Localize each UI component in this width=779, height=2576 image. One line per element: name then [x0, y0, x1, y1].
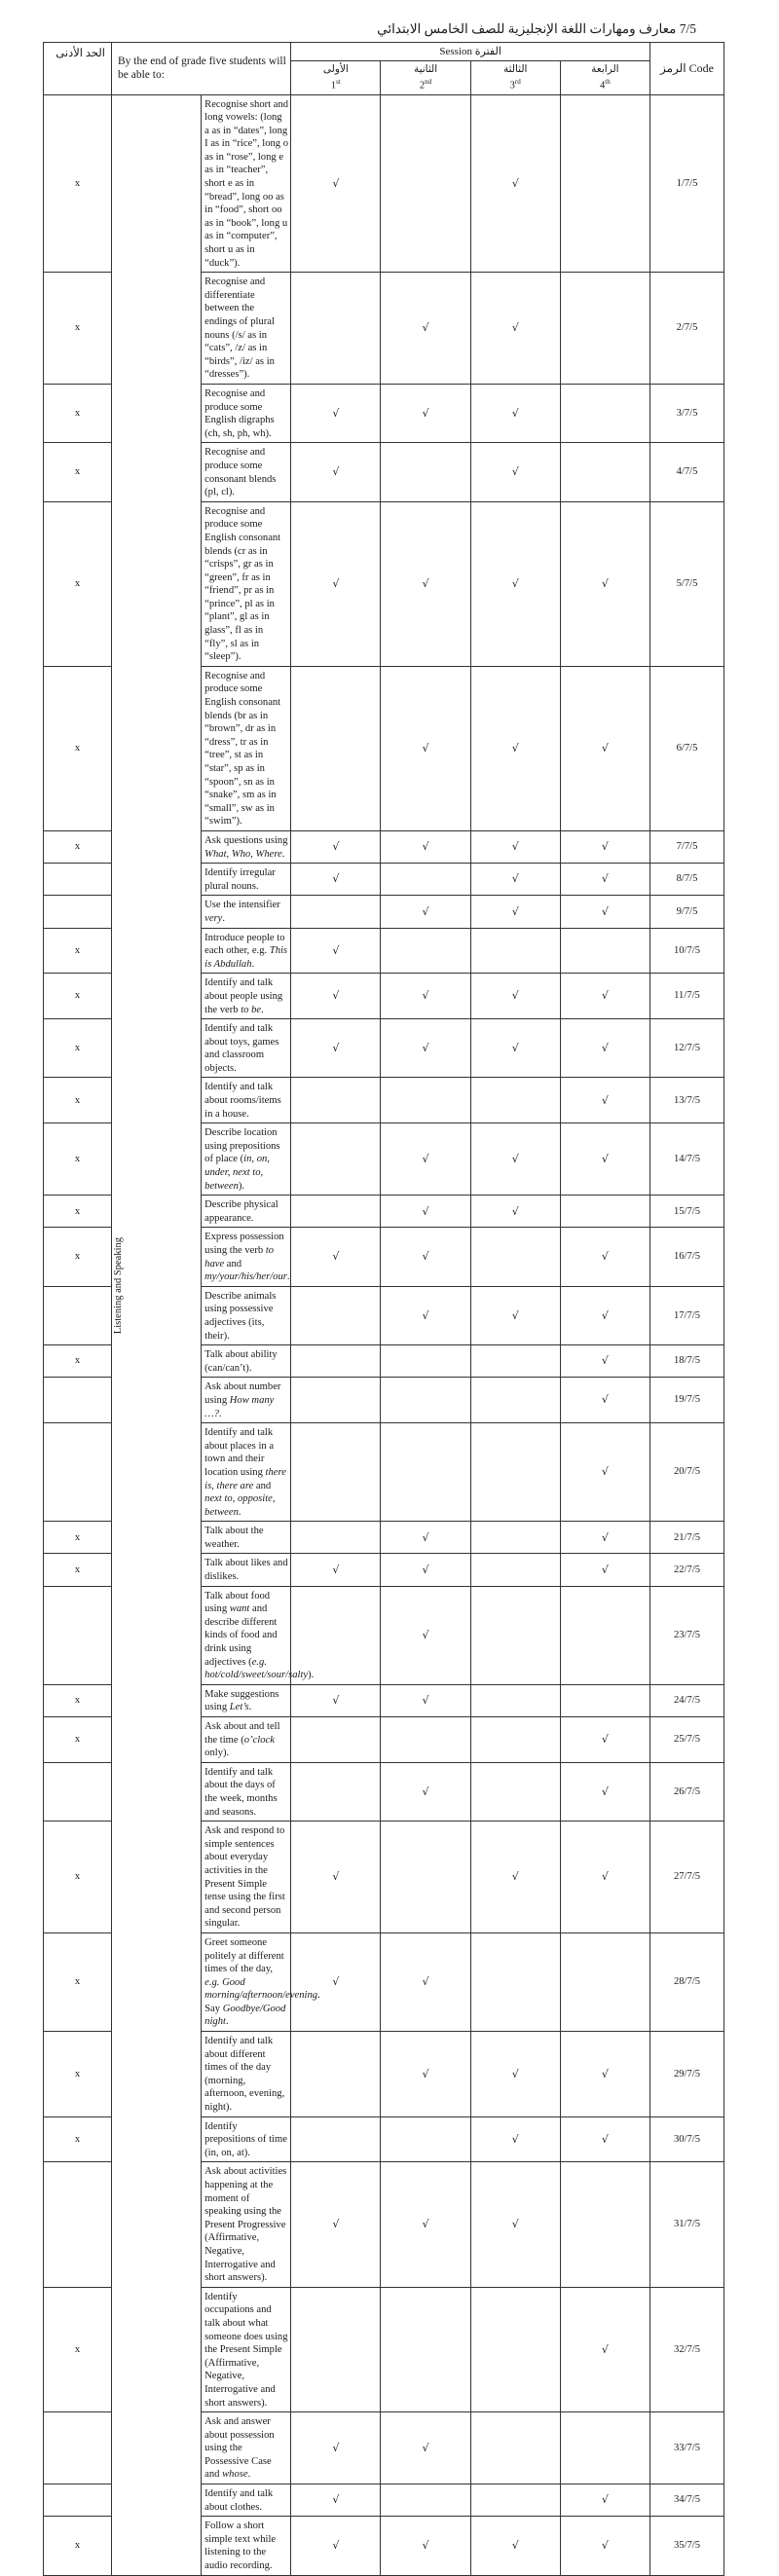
session-check-1: √ [291, 1932, 381, 2031]
min-marker: x [44, 273, 112, 385]
session-check-4: √ [560, 1378, 649, 1423]
min-marker: x [44, 2517, 112, 2575]
session-check-4: √ [560, 974, 649, 1019]
session-check-1 [291, 2116, 381, 2162]
objective-text: Recognise and produce some English consonant blends (br as in “brown”, dr as in “dress”, tr as in “tree”, st as in “star”, sp as in “spoon”, sn as in “snake”, sm as in “small”, sw as in “swim”). [202, 666, 291, 830]
session-check-2 [381, 2287, 470, 2411]
objective-code: 19/7/5 [650, 1378, 724, 1423]
objective-code: 8/7/5 [650, 864, 724, 896]
session-col-1 [291, 61, 381, 95]
objective-text: Ask about and tell the time (o’clock only). [202, 1717, 291, 1763]
objective-code: 28/7/5 [650, 1932, 724, 2031]
min-marker: x [44, 1078, 112, 1123]
session-check-3 [470, 1423, 560, 1522]
objective-code: 7/7/5 [650, 830, 724, 863]
session-check-1 [291, 1522, 381, 1554]
session-check-1: √ [291, 501, 381, 666]
page-header: 7/5 معارف ومهارات اللغة الإنجليزية للصف الخامس الابتدائي [377, 21, 696, 36]
session-check-4 [560, 443, 649, 501]
code-column-header: الرمز Code [650, 43, 724, 95]
session-check-1 [291, 1717, 381, 1763]
min-marker: x [44, 2116, 112, 2162]
objective-code: 26/7/5 [650, 1762, 724, 1821]
objective-text: Talk about food using want and describe different kinds of food and drink using adjectives (e.g. hot/cold/sweet/sour/salty). [202, 1586, 291, 1684]
session-check-3 [470, 2287, 560, 2411]
objective-code: 30/7/5 [650, 2116, 724, 2162]
objective-text: Ask questions using What, Who, Where. [202, 830, 291, 863]
min-marker [44, 1762, 112, 1821]
session-check-4: √ [560, 1286, 649, 1344]
session-check-4: √ [560, 2287, 649, 2411]
session-check-2 [381, 2484, 470, 2517]
session-check-2: √ [381, 2412, 470, 2484]
objective-text: Recognise and produce some English digraphs (ch, sh, ph, wh). [202, 384, 291, 442]
min-marker: x [44, 1345, 112, 1378]
session-check-3: √ [470, 1822, 560, 1933]
session-check-3: √ [470, 666, 560, 830]
objective-code: 9/7/5 [650, 896, 724, 928]
session-check-1 [291, 1078, 381, 1123]
min-marker: x [44, 1228, 112, 1286]
session-check-1: √ [291, 1822, 381, 1933]
session-check-1 [291, 273, 381, 385]
session-check-4 [560, 384, 649, 442]
session-check-4: √ [560, 1078, 649, 1123]
session-check-1 [291, 1286, 381, 1344]
session-check-3 [470, 1078, 560, 1123]
objective-code: 16/7/5 [650, 1228, 724, 1286]
min-marker: x [44, 1822, 112, 1933]
session-check-4: √ [560, 1423, 649, 1522]
objective-code: 1/7/5 [650, 94, 724, 273]
session-col-4 [560, 61, 649, 95]
session-check-2: √ [381, 1286, 470, 1344]
session-col-3 [470, 61, 560, 95]
session-check-1 [291, 1123, 381, 1196]
skill-side-text: Listening and Speaking [113, 1237, 124, 1335]
session-check-4 [560, 1196, 649, 1228]
session-check-4: √ [560, 501, 649, 666]
session-check-3: √ [470, 443, 560, 501]
session-check-1: √ [291, 2412, 381, 2484]
session-col-ar: الأولى [322, 64, 349, 75]
session-check-2: √ [381, 1228, 470, 1286]
session-check-4 [560, 928, 649, 974]
session-check-2: √ [381, 1586, 470, 1684]
session-check-2 [381, 864, 470, 896]
min-marker: x [44, 384, 112, 442]
session-col-ar: الثانية [413, 64, 438, 75]
min-marker [44, 1286, 112, 1344]
objectives-table [43, 42, 724, 2576]
objective-text: Talk about ability (can/can’t). [202, 1345, 291, 1378]
min-marker: x [44, 94, 112, 273]
objective-code: 24/7/5 [650, 1684, 724, 1716]
objective-code: 14/7/5 [650, 1123, 724, 1196]
objective-code: 25/7/5 [650, 1717, 724, 1763]
session-check-2: √ [381, 1762, 470, 1821]
session-check-3 [470, 1586, 560, 1684]
session-col-en: 4th [600, 78, 611, 92]
objective-text: Talk about the weather. [202, 1522, 291, 1554]
objective-text: Identify and talk about different times of the day (morning, afternoon, evening, night). [202, 2032, 291, 2117]
objective-text: Recognise and produce some consonant blends (pl, cl). [202, 443, 291, 501]
session-check-2: √ [381, 1684, 470, 1716]
min-marker: x [44, 1554, 112, 1586]
session-check-1: √ [291, 864, 381, 896]
session-check-4 [560, 2162, 649, 2287]
objective-text: Introduce people to each other, e.g. This is Abdullah. [202, 928, 291, 974]
session-check-3: √ [470, 2517, 560, 2575]
session-check-3: √ [470, 830, 560, 863]
objective-code: 18/7/5 [650, 1345, 724, 1378]
session-check-2: √ [381, 1123, 470, 1196]
session-check-1 [291, 1378, 381, 1423]
min-marker: x [44, 1684, 112, 1716]
session-check-4 [560, 94, 649, 273]
min-marker: x [44, 1196, 112, 1228]
objective-text: Talk about likes and dislikes. [202, 1554, 291, 1586]
session-check-1 [291, 666, 381, 830]
session-check-4 [560, 1684, 649, 1716]
objective-code: 17/7/5 [650, 1286, 724, 1344]
session-check-2: √ [381, 830, 470, 863]
session-check-4: √ [560, 830, 649, 863]
session-check-2: √ [381, 1019, 470, 1078]
session-col-en: 2nd [419, 78, 432, 92]
session-col-en: 3rd [509, 78, 521, 92]
session-check-3 [470, 1684, 560, 1716]
session-check-4: √ [560, 2517, 649, 2575]
session-header: Session الفترة [291, 43, 650, 61]
objective-code: 23/7/5 [650, 1586, 724, 1684]
session-check-3: √ [470, 896, 560, 928]
objective-text: Ask and respond to simple sentences about everyday activities in the Present Simple tense using the first and second person singular. [202, 1822, 291, 1933]
min-marker [44, 2484, 112, 2517]
objective-code: 5/7/5 [650, 501, 724, 666]
objective-code: 2/7/5 [650, 273, 724, 385]
session-check-3: √ [470, 1123, 560, 1196]
session-check-1: √ [291, 443, 381, 501]
session-check-1: √ [291, 928, 381, 974]
session-check-2 [381, 94, 470, 273]
session-check-4: √ [560, 1228, 649, 1286]
session-check-2: √ [381, 974, 470, 1019]
objective-text: Describe location using prepositions of place (in, on, under, next to, between). [202, 1123, 291, 1196]
min-marker: x [44, 830, 112, 863]
objective-text: Make suggestions using Let’s. [202, 1684, 291, 1716]
session-check-2 [381, 1378, 470, 1423]
session-check-3: √ [470, 501, 560, 666]
session-check-3 [470, 1932, 560, 2031]
session-col-en: 1st [330, 78, 341, 92]
objective-code: 6/7/5 [650, 666, 724, 830]
session-check-1 [291, 1762, 381, 1821]
objective-code: 31/7/5 [650, 2162, 724, 2287]
session-check-3: √ [470, 1196, 560, 1228]
session-check-1 [291, 1196, 381, 1228]
session-check-1: √ [291, 1684, 381, 1716]
session-check-4: √ [560, 1762, 649, 1821]
session-check-1: √ [291, 974, 381, 1019]
objectives-body [44, 94, 724, 2575]
session-col-2 [381, 61, 470, 95]
session-check-1: √ [291, 1228, 381, 1286]
min-marker: x [44, 1123, 112, 1196]
session-check-1: √ [291, 94, 381, 273]
objective-text: Express possession using the verb to have and my/your/his/her/our. [202, 1228, 291, 1286]
session-check-2 [381, 1423, 470, 1522]
objective-code: 12/7/5 [650, 1019, 724, 1078]
session-check-2: √ [381, 1554, 470, 1586]
objective-text: Greet someone politely at different times of the day, e.g. Good morning/afternoon/evening. Say Goodbye/Good night. [202, 1932, 291, 2031]
objective-text: Identify irregular plural nouns. [202, 864, 291, 896]
objective-code: 33/7/5 [650, 2412, 724, 2484]
session-check-2: √ [381, 666, 470, 830]
session-check-2 [381, 1717, 470, 1763]
objective-code: 35/7/5 [650, 2517, 724, 2575]
session-check-2: √ [381, 273, 470, 385]
objective-code: 11/7/5 [650, 974, 724, 1019]
session-check-3: √ [470, 2116, 560, 2162]
objective-code: 22/7/5 [650, 1554, 724, 1586]
session-check-4: √ [560, 1522, 649, 1554]
session-check-4: √ [560, 864, 649, 896]
session-check-2: √ [381, 1932, 470, 2031]
session-check-1: √ [291, 1554, 381, 1586]
min-marker: x [44, 974, 112, 1019]
objective-text: Recognise and produce some English consonant blends (cr as in “crisps”, gr as in “green”, fr as in “friend”, pr as in “prince”, pl as in “plant”, gl as in glass”, fl as in “fly”, sl as in “sleep”). [202, 501, 291, 666]
session-check-3 [470, 1717, 560, 1763]
session-check-3 [470, 1228, 560, 1286]
objective-code: 29/7/5 [650, 2032, 724, 2117]
session-col-ar: الثالثة [502, 64, 528, 75]
objectives-column-header: By the end of grade five students will be able to: [112, 43, 291, 95]
objective-text: Ask about activities happening at the moment of speaking using the Present Progressive (Affirmative, Negative, Interrogative and short answers). [202, 2162, 291, 2287]
min-marker: x [44, 443, 112, 501]
min-marker: x [44, 501, 112, 666]
session-check-4: √ [560, 896, 649, 928]
min-marker: x [44, 1932, 112, 2031]
session-check-4: √ [560, 1345, 649, 1378]
session-check-1 [291, 1345, 381, 1378]
session-check-3 [470, 1345, 560, 1378]
min-marker [44, 1423, 112, 1522]
session-check-1: √ [291, 830, 381, 863]
session-check-3 [470, 1378, 560, 1423]
skill-side-label [112, 94, 202, 2575]
session-check-1: √ [291, 2517, 381, 2575]
session-check-2: √ [381, 896, 470, 928]
objective-text: Ask and answer about possession using the Possessive Case and whose. [202, 2412, 291, 2484]
session-check-3: √ [470, 1019, 560, 1078]
session-check-3: √ [470, 1286, 560, 1344]
min-marker [44, 896, 112, 928]
session-check-2: √ [381, 2517, 470, 2575]
session-check-4: √ [560, 1554, 649, 1586]
min-marker: x [44, 1019, 112, 1078]
session-check-4 [560, 1586, 649, 1684]
session-check-4: √ [560, 2032, 649, 2117]
objective-text: Recognise short and long vowels: (long a as in “dates”, long I as in “rice”, long o as in “rose”, long e as in “teacher”, short e as in “bread”, long oo as in “food”, short oo as in “book”, long u as in “computer”, short u as in “duck”). [202, 94, 291, 273]
objective-text: Identify and talk about rooms/items in a house. [202, 1078, 291, 1123]
objective-code: 4/7/5 [650, 443, 724, 501]
objective-code: 13/7/5 [650, 1078, 724, 1123]
objective-text: Describe animals using possessive adjectives (its, their). [202, 1286, 291, 1344]
table-row [44, 94, 724, 273]
session-check-4: √ [560, 2484, 649, 2517]
session-check-2: √ [381, 2032, 470, 2117]
session-check-3: √ [470, 2032, 560, 2117]
objective-text: Identify prepositions of time (in, on, at). [202, 2116, 291, 2162]
min-marker: x [44, 2032, 112, 2117]
session-check-4: √ [560, 2116, 649, 2162]
objective-code: 10/7/5 [650, 928, 724, 974]
objective-code: 15/7/5 [650, 1196, 724, 1228]
objective-text: Identify and talk about toys, games and classroom objects. [202, 1019, 291, 1078]
objective-text: Identify and talk about places in a town and their location using there is, there are and next to, opposite, between. [202, 1423, 291, 1522]
min-marker [44, 2412, 112, 2484]
session-check-1: √ [291, 2484, 381, 2517]
session-check-2: √ [381, 501, 470, 666]
session-check-3 [470, 1522, 560, 1554]
session-check-4 [560, 273, 649, 385]
session-check-4: √ [560, 1123, 649, 1196]
session-check-4: √ [560, 1822, 649, 1933]
session-check-2 [381, 443, 470, 501]
session-check-1: √ [291, 1019, 381, 1078]
objective-code: 20/7/5 [650, 1423, 724, 1522]
objective-text: Identify and talk about clothes. [202, 2484, 291, 2517]
min-marker [44, 1586, 112, 1684]
session-check-3 [470, 1554, 560, 1586]
session-check-4 [560, 2412, 649, 2484]
min-marker: x [44, 666, 112, 830]
min-marker [44, 2162, 112, 2287]
objective-code: 27/7/5 [650, 1822, 724, 1933]
session-check-1: √ [291, 384, 381, 442]
session-check-3 [470, 1762, 560, 1821]
session-check-2 [381, 1345, 470, 1378]
session-check-4: √ [560, 666, 649, 830]
session-check-3: √ [470, 273, 560, 385]
session-check-3: √ [470, 2162, 560, 2287]
objective-text: Identify occupations and talk about what someone does using the Present Simple (Affirmative, Negative, Interrogative and short answers). [202, 2287, 291, 2411]
session-check-2 [381, 1822, 470, 1933]
session-check-4 [560, 1932, 649, 2031]
objective-text: Recognise and differentiate between the endings of plural nouns (/s/ as in “cats”, /z/ as in “birds”, /iz/ as in “dresses”). [202, 273, 291, 385]
session-check-3: √ [470, 94, 560, 273]
session-check-1 [291, 2287, 381, 2411]
session-check-1 [291, 1423, 381, 1522]
session-check-2: √ [381, 1196, 470, 1228]
session-check-2: √ [381, 2162, 470, 2287]
session-check-1 [291, 896, 381, 928]
session-check-2: √ [381, 1522, 470, 1554]
objective-code: 3/7/5 [650, 384, 724, 442]
session-check-3 [470, 2412, 560, 2484]
table-header-row [44, 43, 724, 61]
min-marker: x [44, 2287, 112, 2411]
min-marker [44, 1378, 112, 1423]
min-marker: x [44, 928, 112, 974]
session-check-2 [381, 2116, 470, 2162]
session-check-3: √ [470, 864, 560, 896]
session-check-1 [291, 2032, 381, 2117]
session-col-ar: الرابعة [591, 64, 619, 75]
objective-text: Use the intensifier very. [202, 896, 291, 928]
objective-code: 21/7/5 [650, 1522, 724, 1554]
objective-text: Describe physical appearance. [202, 1196, 291, 1228]
objective-code: 34/7/5 [650, 2484, 724, 2517]
objective-text: Identify and talk about people using the verb to be. [202, 974, 291, 1019]
session-check-3: √ [470, 384, 560, 442]
objective-text: Follow a short simple text while listening to the audio recording. [202, 2517, 291, 2575]
min-marker [44, 864, 112, 896]
session-check-1: √ [291, 2162, 381, 2287]
session-check-3 [470, 928, 560, 974]
min-marker: x [44, 1522, 112, 1554]
session-check-2: √ [381, 384, 470, 442]
session-check-4: √ [560, 1019, 649, 1078]
objective-text: Ask about number using How many …?. [202, 1378, 291, 1423]
session-check-2 [381, 928, 470, 974]
session-check-3: √ [470, 974, 560, 1019]
objective-code: 32/7/5 [650, 2287, 724, 2411]
min-column-header: الحد الأدنى [44, 43, 112, 95]
min-marker: x [44, 1717, 112, 1763]
session-check-2 [381, 1078, 470, 1123]
objective-text: Identify and talk about the days of the week, months and seasons. [202, 1762, 291, 1821]
session-check-3 [470, 2484, 560, 2517]
session-check-4: √ [560, 1717, 649, 1763]
